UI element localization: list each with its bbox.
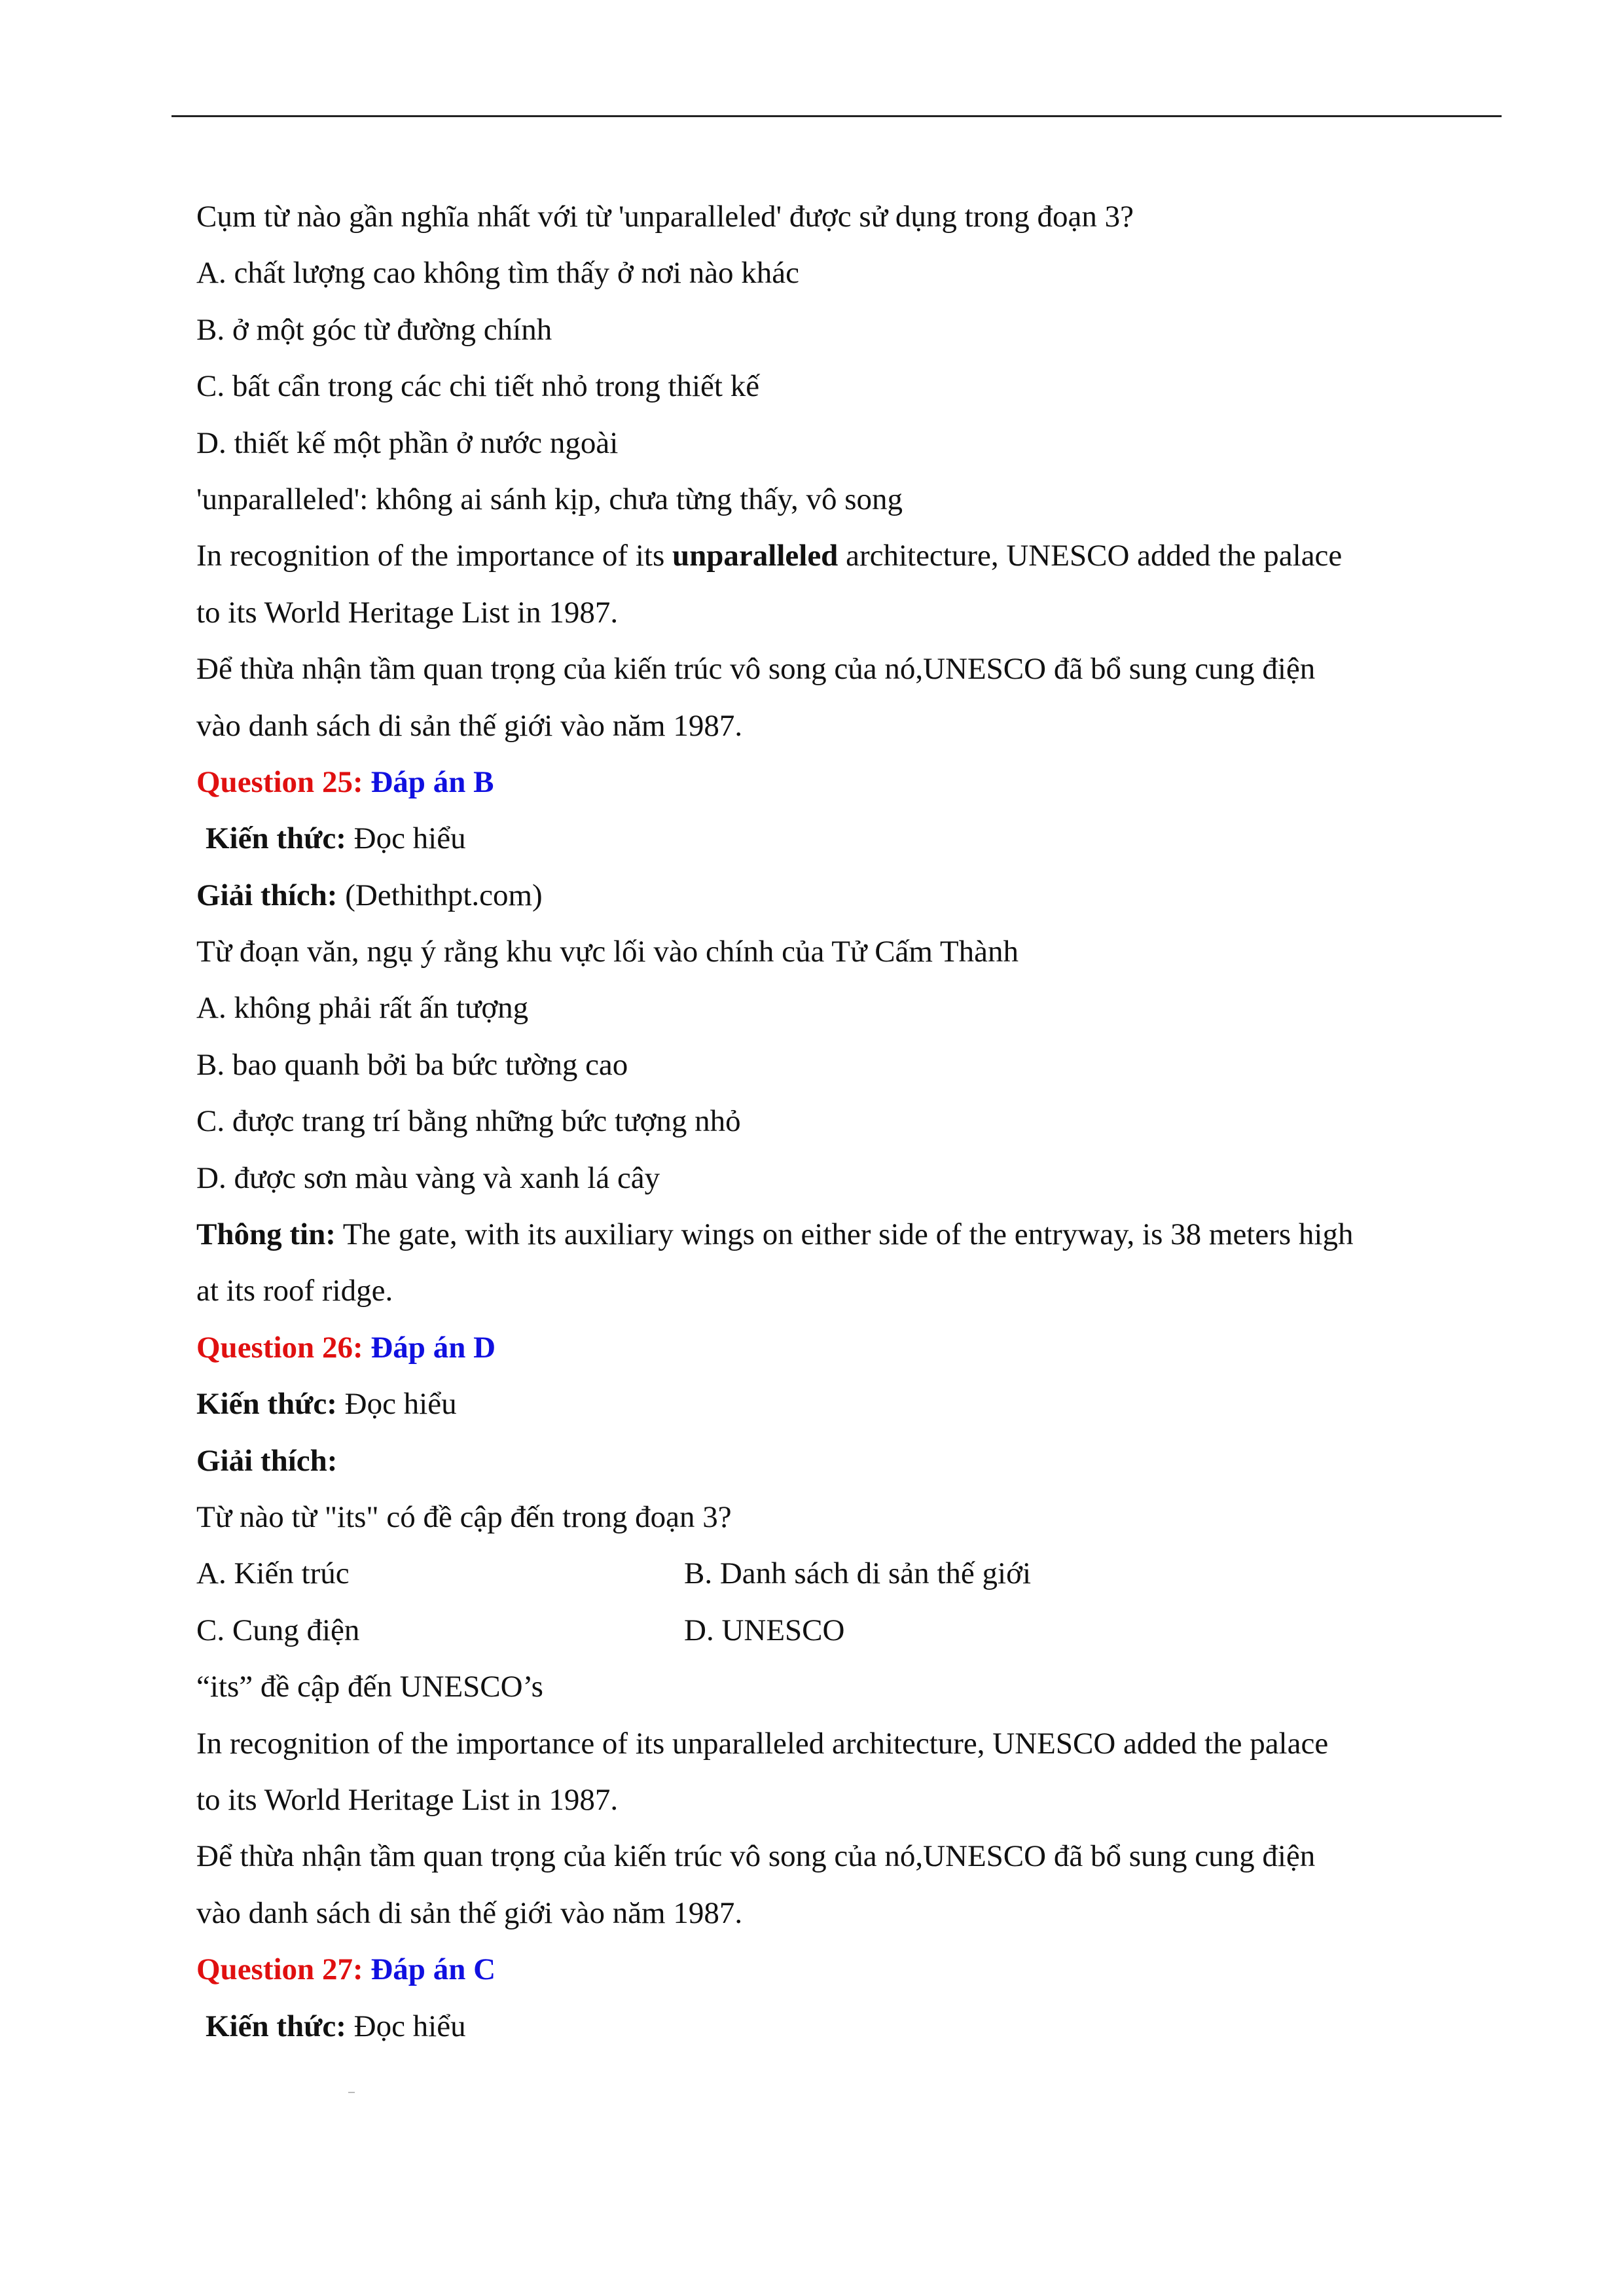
footer-mark <box>348 2092 355 2093</box>
q27-answer: Đáp án C <box>370 1952 496 1987</box>
q26-question: Từ nào từ "its" có đề cập đến trong đoạn 3? <box>196 1499 732 1534</box>
q24-quote-line2: to its World Heritage List in 1987. <box>196 595 619 630</box>
q26-explain-label: Giải thích: <box>196 1443 338 1478</box>
q27-knowledge <box>196 1998 1492 2054</box>
q25-heading: Question 25: <box>196 764 371 799</box>
q25-explanation <box>196 867 1492 924</box>
q26-option-a: A. Kiến trúc <box>196 1556 350 1591</box>
q24-option-c: C. bất cẩn trong các chi tiết nhỏ trong thiết kế <box>196 369 760 404</box>
q25-knowledge-label: Kiến thức: <box>206 821 346 856</box>
q26-answer: Đáp án D <box>370 1330 496 1365</box>
q26-knowledge-label: Kiến thức: <box>196 1387 337 1422</box>
q24-option-a: A. chất lượng cao không tìm thấy ở nơi nào khác <box>196 256 800 291</box>
q25-info-text: The gate, with its auxiliary wings on either side of the entryway, is 38 meters high <box>335 1217 1354 1252</box>
q25-question: Từ đoạn văn, ngụ ý rằng khu vực lối vào chính của Tử Cấm Thành <box>196 935 1019 969</box>
document-body <box>196 188 1492 2054</box>
q26-translation-line1: Để thừa nhận tầm quan trọng của kiến trúc vô song của nó,UNESCO đã bổ sung cung điện <box>196 1839 1316 1874</box>
q25-knowledge-value: Đọc hiểu <box>346 821 466 856</box>
q25-option-d: D. được sơn màu vàng và xanh lá cây <box>196 1160 660 1195</box>
q26-knowledge <box>196 1376 1492 1432</box>
q25-explain-label: Giải thích: <box>196 878 338 912</box>
q24-quote-pre: In recognition of the importance of its <box>196 539 672 573</box>
q26-knowledge-value: Đọc hiểu <box>336 1387 457 1422</box>
q26-quote-line1: In recognition of the importance of its unparalleled architecture, UNESCO added the palace <box>196 1726 1329 1761</box>
q26-quote-line2: to its World Heritage List in 1987. <box>196 1782 619 1817</box>
q26-note: “its” đề cập đến UNESCO’s <box>196 1670 543 1704</box>
q25-option-c: C. được trang trí bằng những bức tượng nhỏ <box>196 1104 741 1139</box>
q26-option-b: B. Danh sách di sản thế giới <box>684 1556 1032 1591</box>
q24-translation-line1: Để thừa nhận tầm quan trọng của kiến trúc vô song của nó,UNESCO đã bổ sung cung điện <box>196 652 1316 687</box>
header-rule <box>171 115 1502 117</box>
q26-options-row2 <box>196 1602 1492 1659</box>
q25-explain-value: (Dethithpt.com) <box>337 878 543 912</box>
q25-option-a: A. không phải rất ấn tượng <box>196 991 529 1026</box>
q25-answer: Đáp án B <box>370 764 494 799</box>
q24-quote-line1 <box>196 528 1492 584</box>
q26-translation-line2: vào danh sách di sản thế giới vào năm 1987. <box>196 1895 743 1930</box>
q24-question: Cụm từ nào gần nghĩa nhất với từ 'unparalleled' được sử dụng trong đoạn 3? <box>196 200 1134 234</box>
q24-option-d: D. thiết kế một phần ở nước ngoài <box>196 425 619 460</box>
q27-heading-line <box>196 1941 1492 1998</box>
q24-quote-post: architecture, UNESCO added the palace <box>838 539 1343 573</box>
q26-heading: Question 26: <box>196 1330 371 1365</box>
q27-heading: Question 27: <box>196 1952 371 1987</box>
q25-heading-line <box>196 754 1492 810</box>
q25-option-b: B. bao quanh bởi ba bức tường cao <box>196 1047 628 1082</box>
q24-quote-keyword: unparalleled <box>672 539 839 573</box>
q27-knowledge-label: Kiến thức: <box>206 2009 346 2043</box>
q24-definition: 'unparalleled': không ai sánh kịp, chưa từng thấy, vô song <box>196 482 903 516</box>
q26-heading-line <box>196 1319 1492 1376</box>
q24-translation-line2: vào danh sách di sản thế giới vào năm 1987. <box>196 708 743 743</box>
q27-knowledge-value: Đọc hiểu <box>346 2009 466 2043</box>
q25-info-line2: at its roof ridge. <box>196 1274 393 1308</box>
q26-option-d: D. UNESCO <box>684 1613 845 1647</box>
q26-options-row1 <box>196 1545 1492 1602</box>
q25-info-line1 <box>196 1206 1492 1263</box>
q25-knowledge <box>196 810 1492 867</box>
q24-option-b: B. ở một góc từ đường chính <box>196 312 552 347</box>
q26-option-c: C. Cung điện <box>196 1613 360 1647</box>
q25-info-label: Thông tin: <box>196 1217 336 1252</box>
